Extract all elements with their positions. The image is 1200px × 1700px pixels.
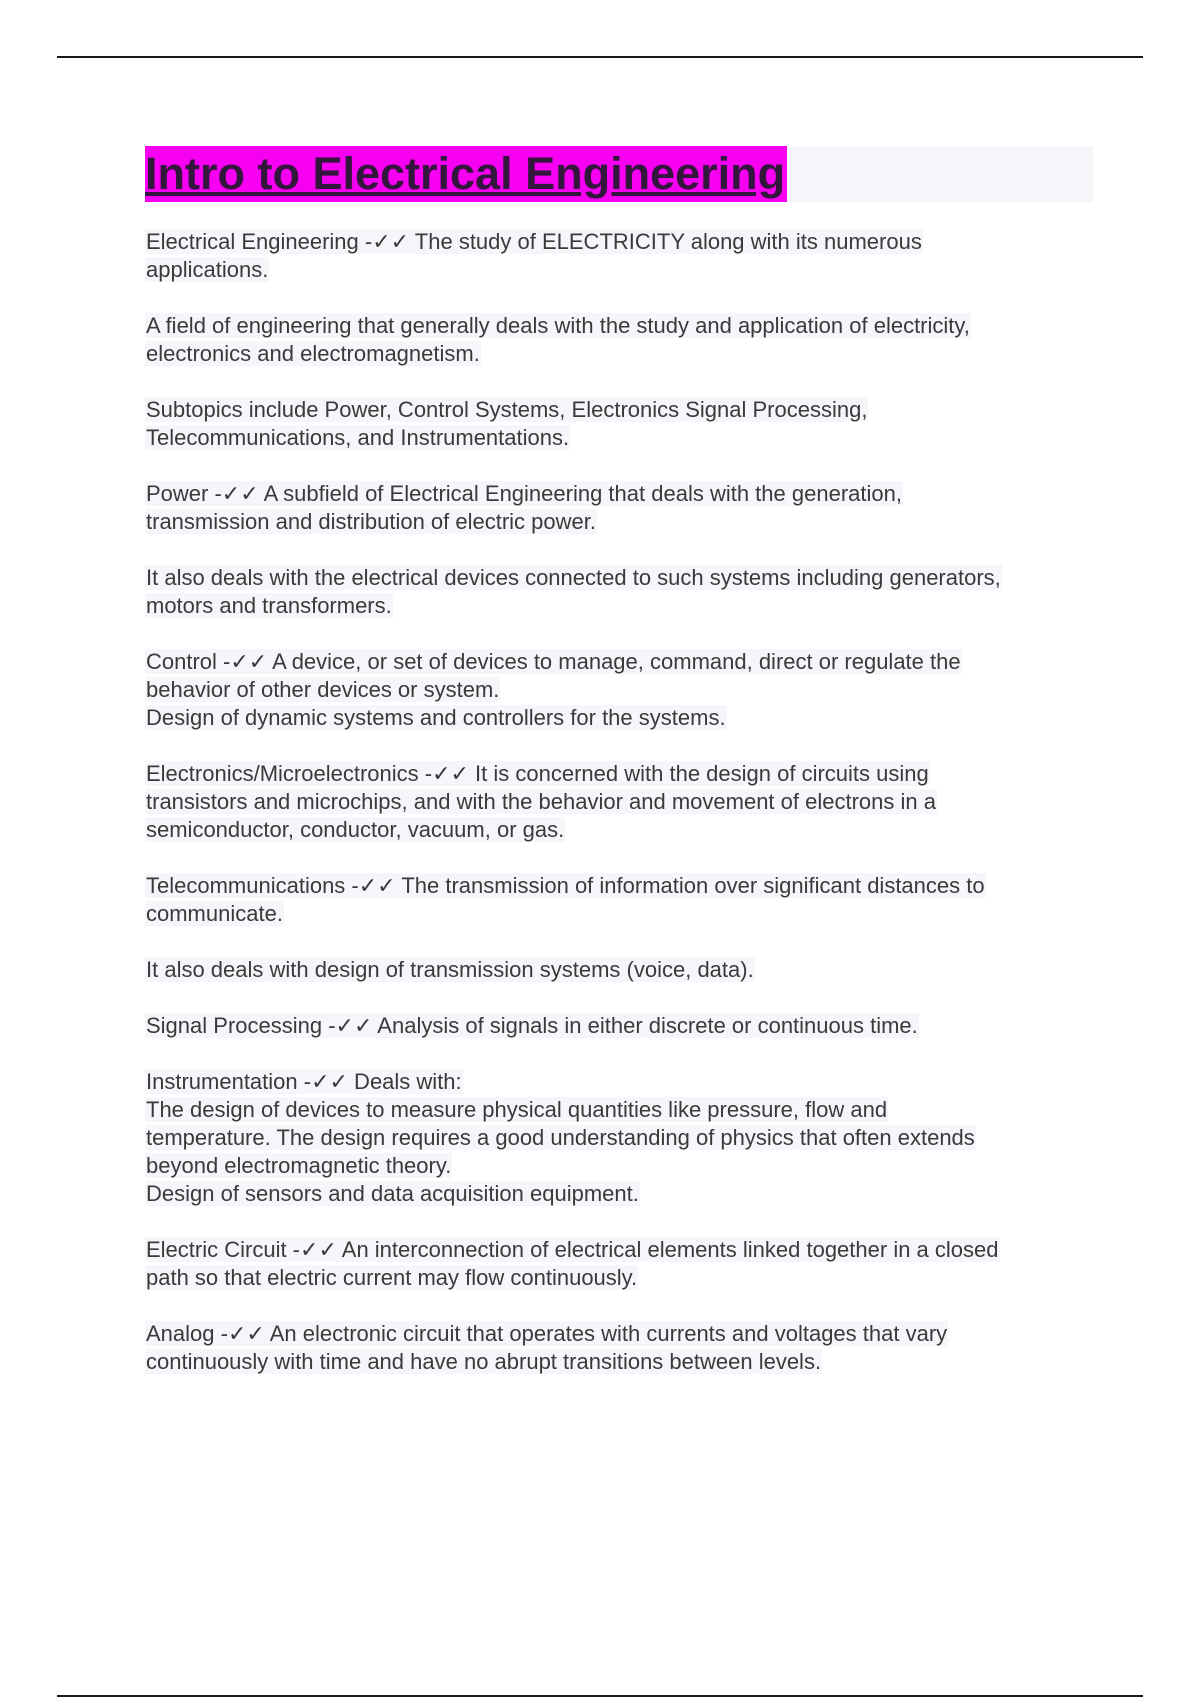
entry-line-text: A field of engineering that generally deals with the study and application of electricity, [146,313,970,338]
document-body [145,146,1093,1404]
entry-line [145,1236,1093,1264]
entry-line [145,396,1093,424]
title-band [145,146,1093,202]
entry-line-text: transmission and distribution of electric power. [146,509,596,534]
entry-line-text: Electronics/Microelectronics -✓✓ It is concerned with the design of circuits using [146,761,929,786]
entry-line-text: electronics and electromagnetism. [146,341,480,366]
entry-line [145,956,1093,984]
entry-paragraph [145,396,1093,452]
entry-paragraph [145,564,1093,620]
entry-line-text: Analog -✓✓ An electronic circuit that operates with currents and voltages that vary [146,1321,948,1346]
entry-line-text: motors and transformers. [146,593,392,618]
entry-paragraph [145,872,1093,928]
entry-line [145,508,1093,536]
entry-line-text: temperature. The design requires a good understanding of physics that often extends [146,1125,975,1150]
entry-line-text: behavior of other devices or system. [146,677,500,702]
entry-paragraph [145,760,1093,844]
entry-line [145,1152,1093,1180]
entry-paragraph [145,648,1093,732]
entry-line-text: Signal Processing -✓✓ Analysis of signals in either discrete or continuous time. [146,1013,918,1038]
entry-line-text: continuously with time and have no abrupt transitions between levels. [146,1349,822,1374]
entry-line [145,1012,1093,1040]
entry-line-text: Design of sensors and data acquisition equipment. [146,1181,639,1206]
entries-list [145,228,1093,1376]
bottom-rule [57,1695,1143,1697]
entry-paragraph [145,228,1093,284]
entry-paragraph [145,1068,1093,1208]
entry-line-text: Control -✓✓ A device, or set of devices to manage, command, direct or regulate the [146,649,961,674]
entry-line-text: It also deals with the electrical devices connected to such systems including generators, [146,565,1001,590]
entry-paragraph [145,480,1093,536]
entry-line [145,592,1093,620]
entry-line-text: Electrical Engineering -✓✓ The study of ELECTRICITY along with its numerous [146,229,922,254]
entry-paragraph [145,1320,1093,1376]
page-title: Intro to Electrical Engineering [145,146,787,202]
entry-line [145,480,1093,508]
entry-line [145,1320,1093,1348]
entry-line-text: communicate. [146,901,283,926]
entry-paragraph [145,312,1093,368]
entry-line-text: The design of devices to measure physical quantities like pressure, flow and [146,1097,888,1122]
entry-line [145,788,1093,816]
entry-line [145,704,1093,732]
entry-line-text: beyond electromagnetic theory. [146,1153,452,1178]
entry-line [145,1124,1093,1152]
entry-line-text: Design of dynamic systems and controllers for the systems. [146,705,726,730]
entry-line [145,676,1093,704]
entry-line [145,424,1093,452]
entry-line [145,816,1093,844]
top-rule [57,56,1143,58]
entry-line-text: path so that electric current may flow continuously. [146,1265,638,1290]
entry-line-text: It also deals with design of transmission systems (voice, data). [146,957,754,982]
entry-line-text: Instrumentation -✓✓ Deals with: [146,1069,462,1094]
entry-line-text: Subtopics include Power, Control Systems, Electronics Signal Processing, [146,397,868,422]
entry-line [145,564,1093,592]
entry-line [145,1348,1093,1376]
entry-line [145,312,1093,340]
entry-line [145,1068,1093,1096]
entry-line [145,900,1093,928]
entry-line [145,256,1093,284]
entry-line [145,228,1093,256]
entry-paragraph [145,1236,1093,1292]
entry-line [145,1264,1093,1292]
entry-line [145,340,1093,368]
entry-line-text: semiconductor, conductor, vacuum, or gas. [146,817,565,842]
entry-line-text: Telecommunications -✓✓ The transmission of information over significant distances to [146,873,985,898]
entry-line [145,1096,1093,1124]
entry-line-text: applications. [146,257,269,282]
entry-paragraph [145,956,1093,984]
entry-line-text: Electric Circuit -✓✓ An interconnection of electrical elements linked together in a closed [146,1237,999,1262]
entry-paragraph [145,1012,1093,1040]
entry-line-text: Power -✓✓ A subfield of Electrical Engineering that deals with the generation, [146,481,902,506]
entry-line [145,760,1093,788]
entry-line [145,1180,1093,1208]
entry-line-text: Telecommunications, and Instrumentations. [146,425,570,450]
entry-line [145,648,1093,676]
entry-line [145,872,1093,900]
entry-line-text: transistors and microchips, and with the behavior and movement of electrons in a [146,789,936,814]
